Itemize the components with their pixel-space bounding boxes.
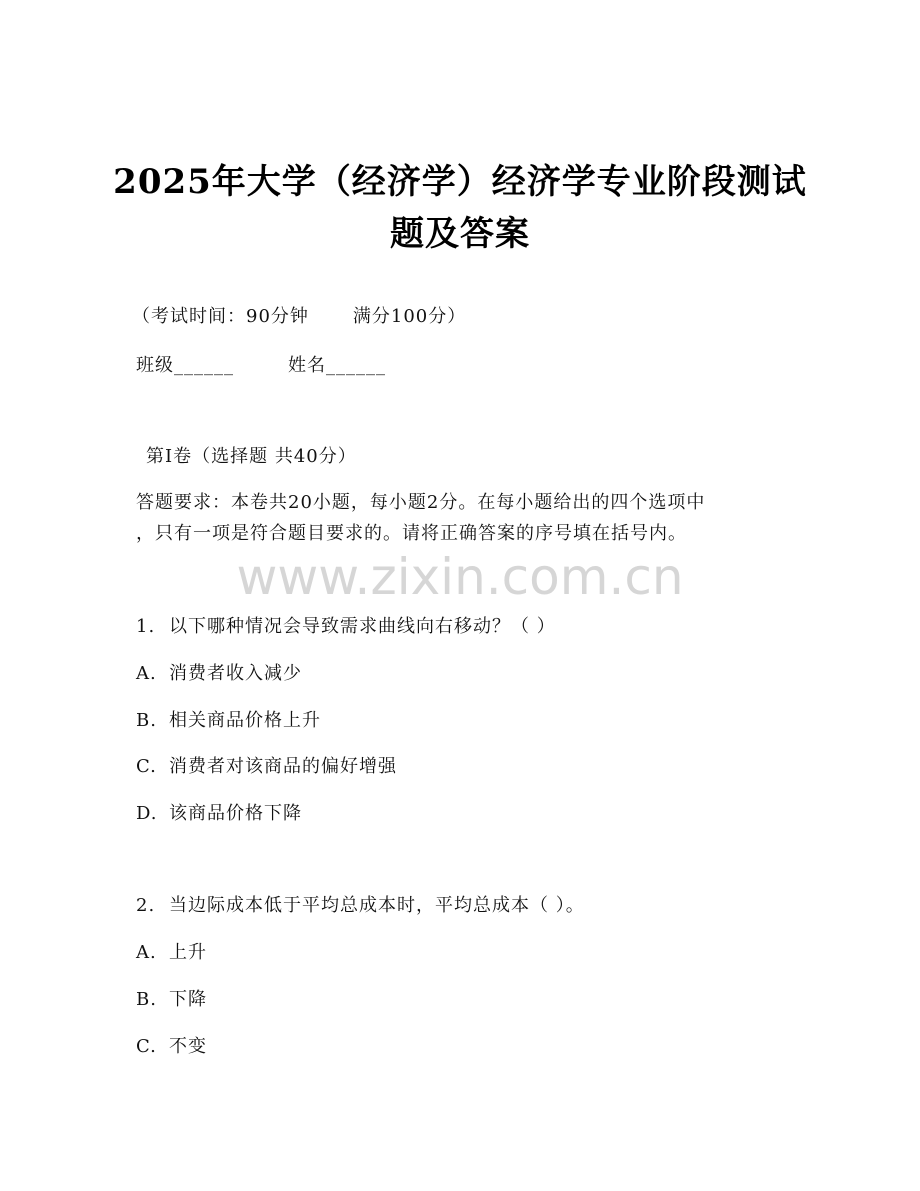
option-2b — [136, 985, 207, 1011]
question-number: 1. — [136, 616, 156, 637]
option-letter: C. — [136, 1036, 157, 1057]
option-letter: A. — [136, 942, 157, 963]
exam-score: 满分100分） — [352, 306, 467, 327]
name-field: 姓名______ — [288, 355, 386, 376]
option-1b — [136, 706, 321, 732]
option-letter: B. — [136, 710, 157, 731]
option-text: 消费者对该商品的偏好增强 — [169, 756, 397, 777]
option-text: 不变 — [169, 1036, 207, 1057]
question-1 — [136, 612, 556, 638]
student-fields — [136, 351, 386, 377]
option-letter: B. — [136, 989, 157, 1010]
class-field: 班级______ — [136, 355, 234, 376]
instructions-line2: ，只有一项是符合题目要求的。请将正确答案的序号填在括号内。 — [136, 523, 687, 544]
option-text: 上升 — [169, 942, 207, 963]
question-2 — [136, 891, 585, 917]
option-text: 消费者收入减少 — [169, 663, 302, 684]
instructions-line1: 答题要求：本卷共20小题，每小题2分。在每小题给出的四个选项中 — [136, 492, 706, 513]
option-2c — [136, 1032, 207, 1058]
question-stem: 当边际成本低于平均总成本时，平均总成本（ ）。 — [169, 895, 585, 916]
exam-info — [132, 302, 466, 328]
document-title-line1: 2025年大学（经济学）经济学专业阶段测试 — [113, 162, 807, 202]
option-1a — [136, 659, 302, 685]
question-stem: 以下哪种情况会导致需求曲线向右移动？（ ） — [169, 616, 556, 637]
option-letter: C. — [136, 756, 157, 777]
question-number: 2. — [136, 895, 156, 916]
watermark: www.zixin.com.cn — [236, 548, 684, 606]
option-2a — [136, 938, 207, 964]
option-text: 下降 — [169, 989, 207, 1010]
option-letter: A. — [136, 663, 157, 684]
option-letter: D. — [136, 803, 158, 824]
option-text: 相关商品价格上升 — [169, 710, 321, 731]
document-title-line2: 题及答案 — [390, 214, 530, 254]
exam-time: （考试时间：90分钟 — [132, 306, 309, 327]
option-1c — [136, 752, 397, 778]
option-text: 该商品价格下降 — [169, 803, 302, 824]
section-heading: 第Ⅰ卷（选择题 共40分） — [146, 446, 357, 467]
option-1d — [136, 799, 302, 825]
